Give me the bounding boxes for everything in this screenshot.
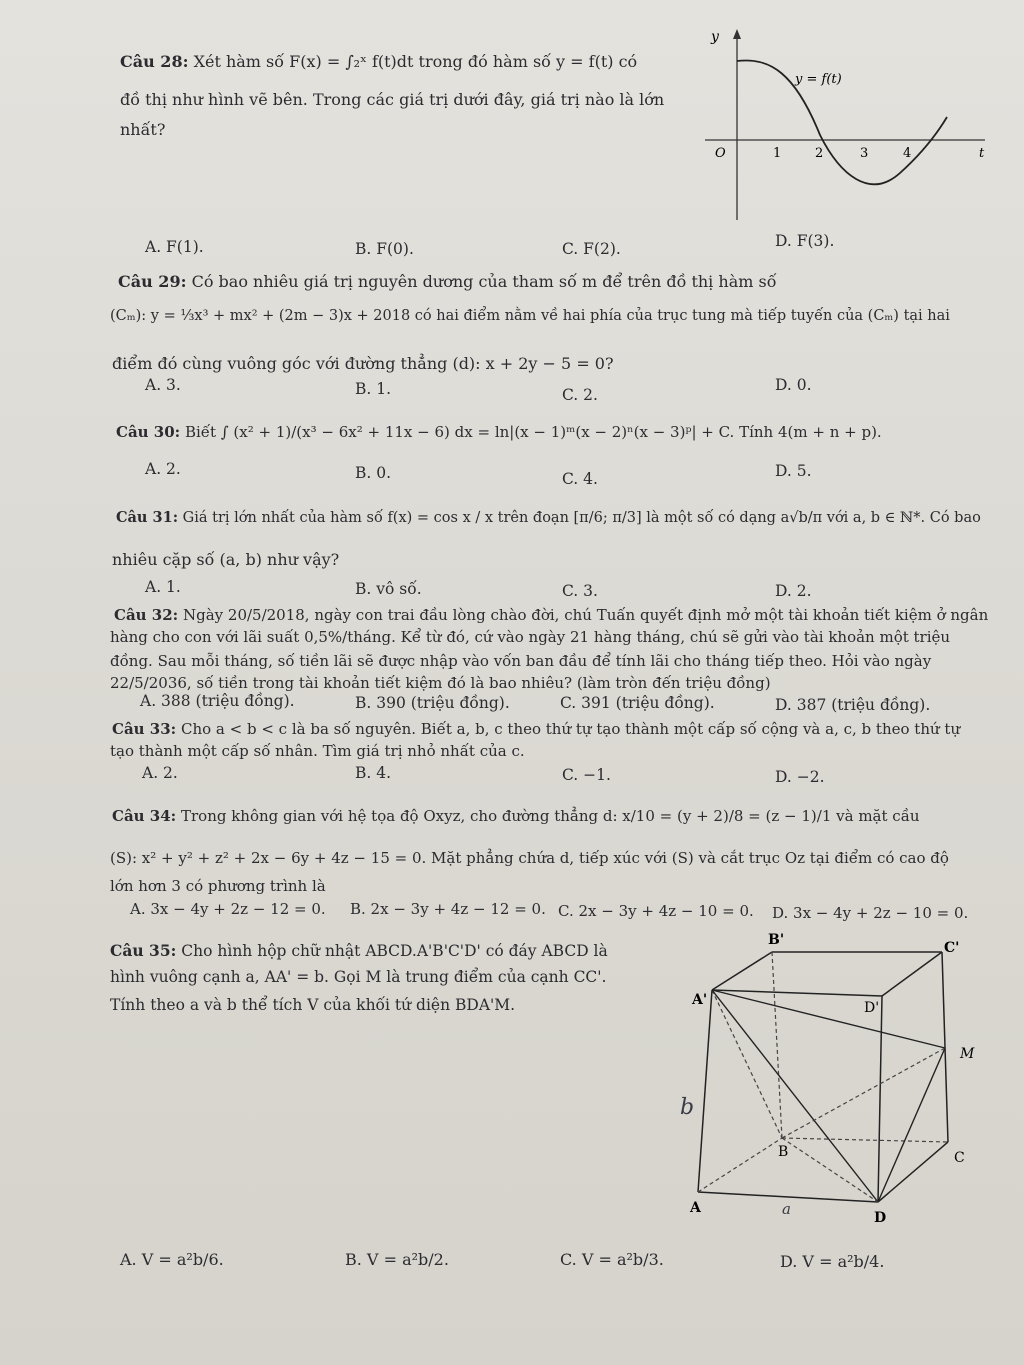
vertex-label: D' — [864, 1000, 880, 1016]
answer-d[interactable]: D. 0. — [775, 376, 812, 394]
question-title: Câu 33: — [112, 720, 177, 738]
cuboid-figure — [670, 930, 990, 1230]
tick-label: 4 — [903, 146, 912, 161]
vertex-label: D — [874, 1210, 887, 1226]
question-text: Ngày 20/5/2018, ngày con trai đầu lòng chào đời, chú Tuấn quyết định mở một tài khoản tiết kiệm ở ngân — [182, 606, 989, 624]
question-title: Câu 31: — [116, 509, 179, 526]
question-35-line-1 — [110, 938, 608, 964]
answer-c[interactable]: C. 4. — [562, 470, 598, 488]
question-30-line-1 — [116, 420, 882, 444]
question-28-line-2: đồ thị như hình vẽ bên. Trong các giá trị dưới đây, giá trị nào là lớn — [120, 90, 665, 109]
question-28-line-1 — [120, 50, 637, 74]
answer-b[interactable]: B. F(0). — [355, 240, 414, 258]
question-35-line-3: Tính theo a và b thể tích V của khối tứ diện BDA'M. — [110, 996, 516, 1014]
question-34-line-3: lớn hơn 3 có phương trình là — [110, 877, 326, 895]
answer-a[interactable]: A. V = a²b/6. — [120, 1250, 224, 1269]
question-title: Câu 35: — [110, 941, 177, 960]
answer-c[interactable]: C. 2. — [562, 386, 598, 404]
answer-d[interactable]: D. −2. — [775, 768, 825, 786]
answer-d[interactable]: D. 3x − 4y + 2z − 10 = 0. — [772, 904, 969, 922]
answer-a[interactable]: A. 388 (triệu đồng). — [140, 692, 295, 710]
vertex-label: A' — [692, 992, 708, 1008]
question-32-line-3: đồng. Sau mỗi tháng, số tiền lãi sẽ được nhập vào vốn ban đầu để tính lãi cho tháng tiếp theo. Hỏi vào ngày — [110, 652, 932, 670]
answer-b[interactable]: B. vô số. — [355, 580, 422, 598]
tick-label: 1 — [773, 146, 782, 161]
question-title: Câu 29: — [118, 272, 187, 291]
question-29-line-2: (Cₘ): y = ⅓x³ + mx² + (2m − 3)x + 2018 có hai điểm nằm về hai phía của trục tung mà tiếp tuyến của (Cₘ) tại hai — [110, 308, 950, 324]
vertex-label: B' — [768, 932, 785, 948]
answer-c[interactable]: C. 2x − 3y + 4z − 10 = 0. — [558, 902, 754, 920]
answer-a[interactable]: A. 2. — [145, 460, 181, 478]
question-text: Giá trị lớn nhất của hàm số f(x) = cos x / x trên đoạn [π/6; π/3] là một số có dạng a√b/π với a, b ∈ ℕ*. Có bao — [182, 510, 981, 526]
question-text: Cho hình hộp chữ nhật ABCD.A'B'C'D' có đáy ABCD là — [181, 942, 608, 960]
answer-b[interactable]: B. 2x − 3y + 4z − 12 = 0. — [350, 900, 546, 918]
question-text: Xét hàm số F(x) = ∫₂ˣ f(t)dt trong đó hàm số y = f(t) có — [193, 52, 638, 71]
vertex-label: B — [778, 1144, 789, 1160]
answer-d[interactable]: D. 5. — [775, 462, 812, 480]
function-graph — [695, 25, 995, 225]
handwritten-a: a — [782, 1200, 791, 1218]
question-text: Biết ∫ (x² + 1)/(x³ − 6x² + 11x − 6) dx = ln|(x − 1)ᵐ(x − 2)ⁿ(x − 3)ᵖ| + C. Tính 4(m + n + p). — [184, 423, 882, 441]
question-35-line-2: hình vuông cạnh a, AA' = b. Gọi M là trung điểm của cạnh CC'. — [110, 968, 607, 986]
vertex-label: C' — [944, 940, 960, 956]
question-34-line-2: (S): x² + y² + z² + 2x − 6y + 4z − 15 = 0. Mặt phẳng chứa d, tiếp xúc với (S) và cắt trục Oz tại điểm có cao độ — [110, 849, 949, 867]
answer-c[interactable]: C. F(2). — [562, 240, 621, 258]
t-label: t — [979, 146, 985, 161]
answer-a[interactable]: A. 1. — [145, 578, 181, 596]
question-33-line-2: tạo thành một cấp số nhân. Tìm giá trị nhỏ nhất của c. — [110, 742, 525, 760]
question-text: Có bao nhiêu giá trị nguyên dương của tham số m để trên đồ thị hàm số — [191, 272, 777, 291]
question-32-line-1 — [114, 604, 988, 626]
question-text: Cho a < b < c là ba số nguyên. Biết a, b, c theo thứ tự tạo thành một cấp số cộng và a, c, b theo thứ tự — [180, 720, 961, 738]
tick-label: 2 — [815, 146, 824, 161]
answer-a[interactable]: A. F(1). — [145, 238, 204, 256]
answer-d[interactable]: D. 387 (triệu đồng). — [775, 696, 931, 714]
question-33-line-1 — [112, 718, 960, 740]
question-title: Câu 30: — [116, 423, 181, 441]
question-34-line-1 — [112, 804, 920, 828]
handwritten-b: b — [680, 1095, 695, 1120]
answer-c[interactable]: C. V = a²b/3. — [560, 1250, 664, 1269]
answer-d[interactable]: D. F(3). — [775, 232, 835, 250]
answer-d[interactable]: D. V = a²b/4. — [780, 1252, 885, 1271]
question-29-line-3: điểm đó cùng vuông góc với đường thẳng (d): x + 2y − 5 = 0? — [112, 354, 614, 373]
answer-c[interactable]: C. 3. — [562, 582, 598, 600]
curve-label: y = f(t) — [795, 72, 842, 87]
question-31-line-1 — [116, 506, 981, 530]
answer-d[interactable]: D. 2. — [775, 582, 812, 600]
answer-a[interactable]: A. 3x − 4y + 2z − 12 = 0. — [130, 900, 326, 918]
vertex-label: M — [960, 1046, 975, 1062]
answer-a[interactable]: A. 3. — [145, 376, 181, 394]
question-29-line-1 — [118, 270, 776, 294]
tick-label: 3 — [860, 146, 869, 161]
question-title: Câu 34: — [112, 807, 177, 825]
answer-b[interactable]: B. 0. — [355, 464, 392, 482]
answer-b[interactable]: B. 4. — [355, 764, 392, 782]
question-31-line-2: nhiêu cặp số (a, b) như vậy? — [112, 550, 340, 569]
question-32-line-2: hàng cho con với lãi suất 0,5%/tháng. Kể từ đó, cứ vào ngày 21 hàng tháng, chú sẽ gửi vào tài khoản một triệu — [110, 628, 951, 646]
curve-f — [737, 60, 947, 184]
y-axis-arrow-icon — [733, 29, 741, 39]
question-text: Trong không gian với hệ tọa độ Oxyz, cho đường thẳng d: x/10 = (y + 2)/8 = (z − 1)/1 và mặt cầu — [180, 807, 920, 825]
answer-b[interactable]: B. 1. — [355, 380, 392, 398]
question-title: Câu 28: — [120, 52, 189, 71]
question-title: Câu 32: — [114, 606, 179, 624]
answer-a[interactable]: A. 2. — [142, 764, 178, 782]
vertex-label: A — [690, 1200, 701, 1216]
vertex-label: C — [954, 1150, 965, 1166]
question-32-line-4: 22/5/2036, số tiền trong tài khoản tiết kiệm đó là bao nhiêu? (làm tròn đến triệu đồng) — [110, 674, 771, 692]
y-label: y — [711, 29, 719, 45]
answer-b[interactable]: B. 390 (triệu đồng). — [355, 694, 510, 712]
question-28-line-3: nhất? — [120, 120, 166, 139]
answer-c[interactable]: C. −1. — [562, 766, 611, 784]
origin-label: O — [715, 146, 726, 161]
answer-b[interactable]: B. V = a²b/2. — [345, 1250, 449, 1269]
answer-c[interactable]: C. 391 (triệu đồng). — [560, 694, 715, 712]
